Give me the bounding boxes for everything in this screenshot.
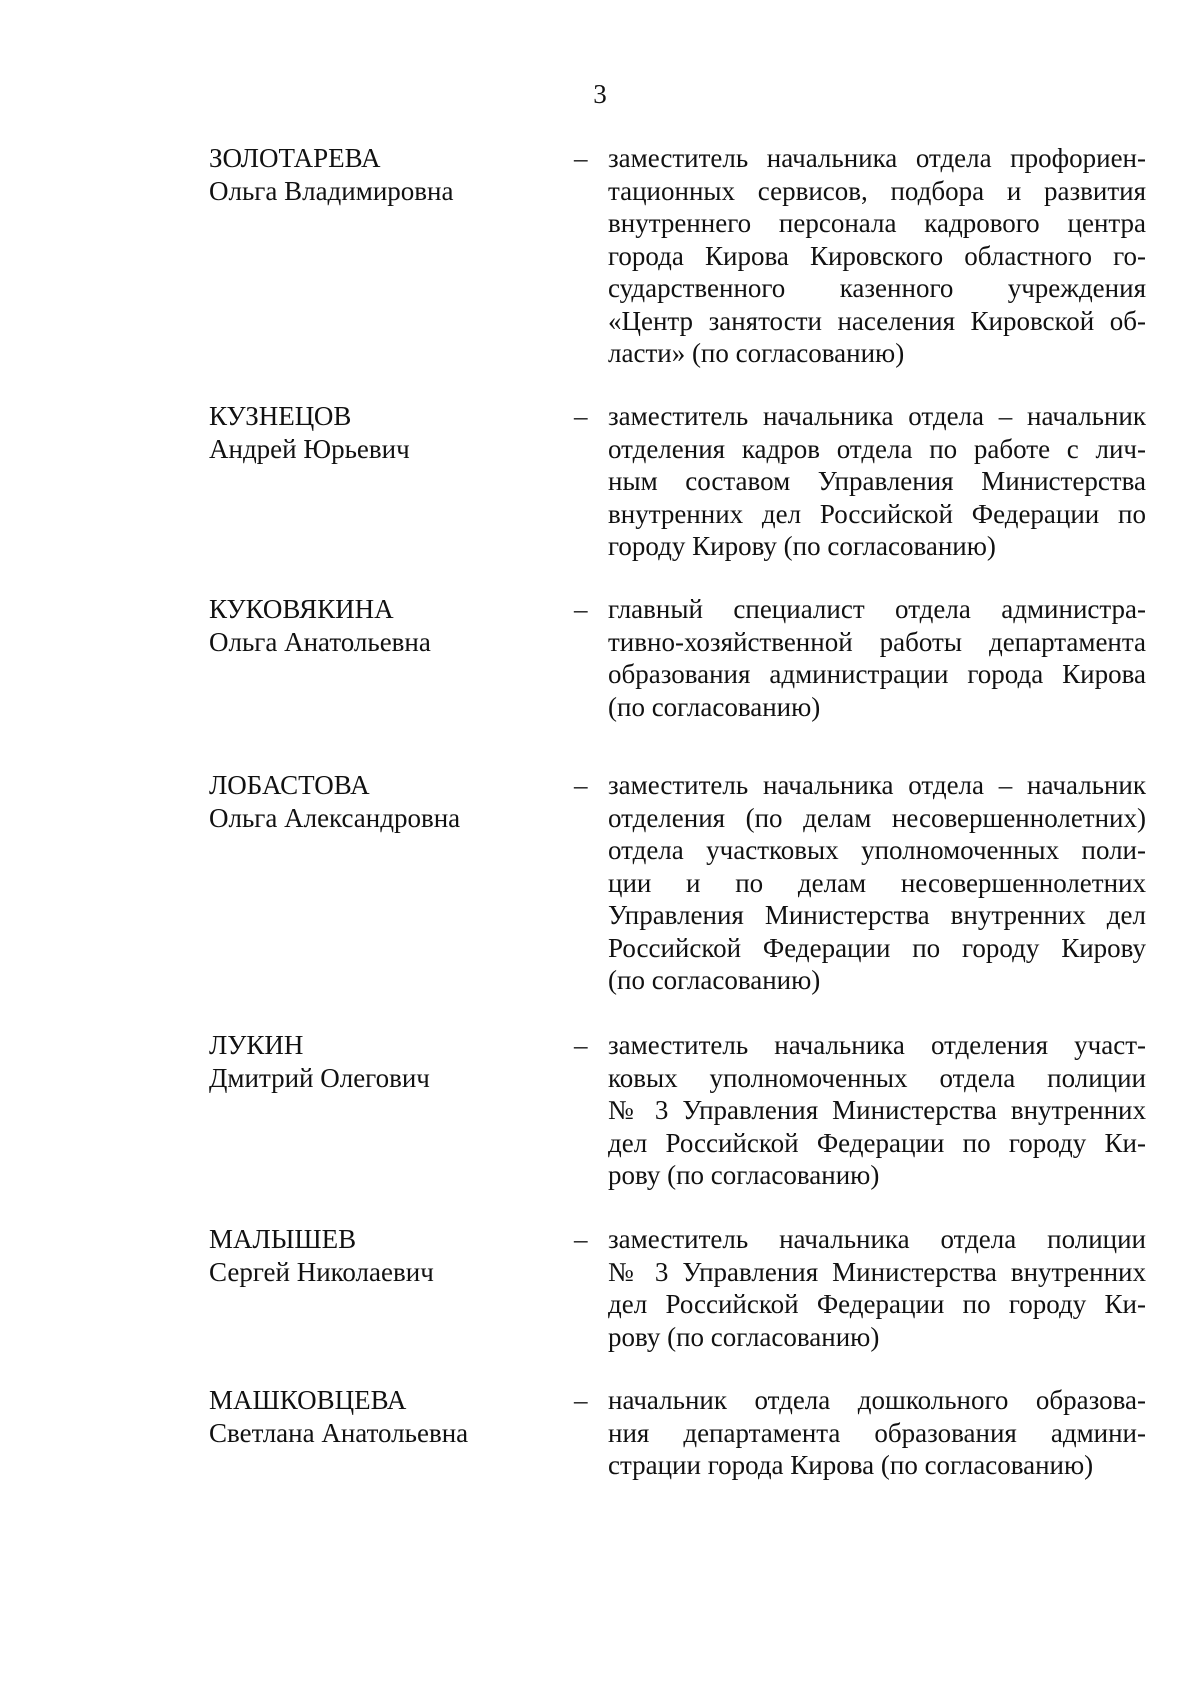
position-line: образования администрации города Кирова bbox=[608, 659, 1146, 689]
entry-dash: – bbox=[574, 1385, 588, 1415]
member-position bbox=[608, 593, 1146, 723]
position-line: ласти» (по согласованию) bbox=[608, 338, 905, 368]
position-line: № 3 Управления Министерства внутренних bbox=[608, 1095, 1146, 1125]
position-line: сударственного казенного учреждения bbox=[608, 273, 1146, 303]
position-line: главный специалист отдела администра- bbox=[608, 594, 1146, 624]
member-given-name: Сергей Николаевич bbox=[209, 1256, 434, 1287]
member-name bbox=[209, 1223, 539, 1288]
member-position bbox=[608, 1223, 1146, 1353]
position-line: Российской Федерации по городу Кирову bbox=[608, 932, 1146, 963]
position-line: рову (по согласованию) bbox=[608, 1160, 880, 1190]
position-line: ции и по делам несовершеннолетних bbox=[608, 867, 1146, 898]
position-line: «Центр занятости населения Кировской об- bbox=[608, 305, 1146, 336]
position-line: тивно-хозяйственной работы департамента bbox=[608, 626, 1146, 657]
position-line: ковых уполномоченных отдела полиции bbox=[608, 1062, 1146, 1093]
member-surname: ЛУКИН bbox=[209, 1030, 304, 1060]
position-line: дел Российской Федерации по городу Ки- bbox=[608, 1289, 1146, 1319]
position-line: отделения кадров отдела по работе с лич- bbox=[608, 433, 1146, 464]
position-line: дел Российской Федерации по городу Ки- bbox=[608, 1127, 1146, 1158]
entry-dash: – bbox=[574, 594, 588, 624]
entry-dash: – bbox=[574, 1030, 588, 1060]
position-line: заместитель начальника отдела – начальник bbox=[608, 401, 1146, 431]
member-given-name: Ольга Александровна bbox=[209, 802, 461, 833]
member-surname: ЛОБАСТОВА bbox=[209, 770, 370, 800]
position-line: внутренних дел Российской Федерации по bbox=[608, 498, 1146, 529]
position-line: заместитель начальника отдела – начальник bbox=[608, 770, 1146, 800]
position-line: города Кирова Кировского областного го- bbox=[608, 240, 1146, 271]
page-number: 3 bbox=[593, 79, 607, 109]
member-position bbox=[608, 142, 1146, 370]
member-given-name: Дмитрий Олегович bbox=[209, 1062, 430, 1093]
position-line: начальник отдела дошкольного образова- bbox=[608, 1385, 1146, 1415]
position-line: страции города Кирова (по согласованию) bbox=[608, 1450, 1094, 1480]
position-line: внутреннего персонала кадрового центра bbox=[608, 208, 1146, 238]
member-position bbox=[608, 1384, 1146, 1482]
member-position bbox=[608, 1029, 1146, 1192]
position-line: ным составом Управления Министерства bbox=[608, 466, 1146, 496]
position-line: рову (по согласованию) bbox=[608, 1321, 880, 1352]
member-given-name: Светлана Анатольевна bbox=[209, 1417, 469, 1448]
member-name bbox=[209, 769, 539, 834]
member-surname: МАШКОВЦЕВА bbox=[209, 1385, 407, 1415]
member-name bbox=[209, 1029, 539, 1094]
entry-dash: – bbox=[574, 770, 588, 800]
position-line: тационных сервисов, подбора и развития bbox=[608, 175, 1146, 206]
member-name bbox=[209, 400, 539, 465]
member-surname: КУЗНЕЦОВ bbox=[209, 401, 352, 431]
member-surname: ЗОЛОТАРЕВА bbox=[209, 143, 381, 173]
entry-dash: – bbox=[574, 143, 588, 173]
position-line: заместитель начальника отдела полиции bbox=[608, 1224, 1146, 1254]
position-line: заместитель начальника отдела профориен- bbox=[608, 143, 1146, 173]
position-line: (по согласованию) bbox=[608, 691, 821, 722]
position-line: отделения (по делам несовершеннолетних) bbox=[608, 802, 1146, 833]
member-name bbox=[209, 593, 539, 658]
position-line: городу Кирову (по согласованию) bbox=[608, 531, 996, 561]
member-surname: КУКОВЯКИНА bbox=[209, 594, 394, 624]
member-name bbox=[209, 142, 539, 207]
member-surname: МАЛЫШЕВ bbox=[209, 1224, 357, 1254]
position-line: заместитель начальника отделения участ- bbox=[608, 1030, 1146, 1060]
position-line: отдела участковых уполномоченных поли- bbox=[608, 835, 1146, 865]
member-position bbox=[608, 769, 1146, 997]
member-given-name: Ольга Анатольевна bbox=[209, 626, 431, 657]
entry-dash: – bbox=[574, 401, 588, 431]
member-given-name: Ольга Владимировна bbox=[209, 175, 454, 206]
member-given-name: Андрей Юрьевич bbox=[209, 433, 410, 464]
position-line: Управления Министерства внутренних дел bbox=[608, 900, 1146, 930]
position-line: (по согласованию) bbox=[608, 965, 821, 995]
entry-dash: – bbox=[574, 1224, 588, 1254]
position-line: ния департамента образования админи- bbox=[608, 1417, 1146, 1448]
member-name bbox=[209, 1384, 539, 1449]
member-position bbox=[608, 400, 1146, 563]
position-line: № 3 Управления Министерства внутренних bbox=[608, 1256, 1146, 1287]
